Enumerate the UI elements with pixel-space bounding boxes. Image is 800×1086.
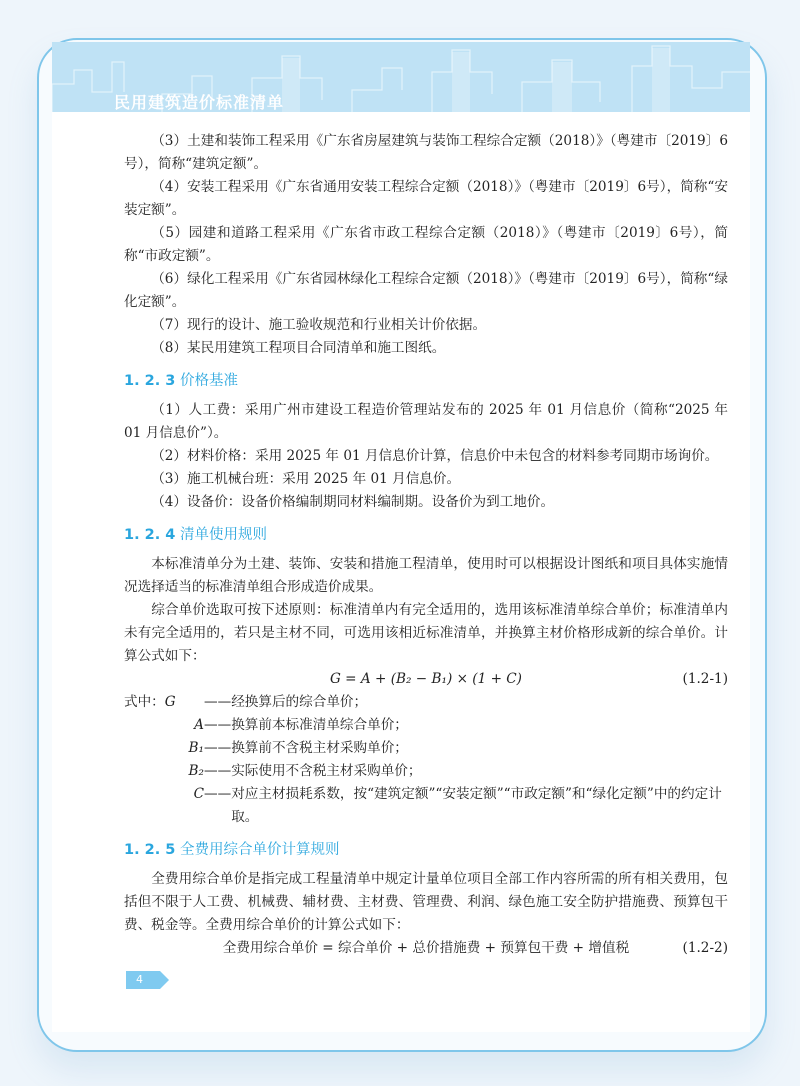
paragraph: 全费用综合单价是指完成工程量清单中规定计量单位项目全部工作内容所需的所有相关费用，包括但不限于人工费、机械费、辅材费、主材费、管理费、利润、绿色施工安全防护措施费、预算包干费、税金等。全费用综合单价的计算公式如下：	[124, 871, 728, 933]
definition-text: 换算前本标准清单综合单价；	[231, 717, 408, 733]
definition-text: 换算前不含税主材采购单价；	[231, 740, 408, 756]
definition-row	[124, 714, 728, 737]
section-heading-1-2-3	[124, 371, 728, 391]
definition-dash: ——	[204, 740, 232, 756]
formula-1-2-2	[124, 937, 728, 960]
list-item: （4）设备价：设备价格编制期同材料编制期。设备价为到工地价。	[151, 494, 555, 510]
definition-row	[124, 760, 728, 783]
definition-lead-text: 式中：	[124, 694, 165, 710]
definition-symbol: A	[194, 717, 204, 733]
section-title: 价格基准	[180, 373, 238, 389]
definition-text: 实际使用不含税主材采购单价；	[231, 763, 422, 779]
list-item: （5）园建和道路工程采用《广东省市政工程综合定额（2018）》（粤建市〔2019〕6号），简称“市政定额”。	[124, 225, 728, 264]
definition-dash: ——	[204, 717, 232, 733]
section-number: 1. 2. 4	[124, 527, 176, 543]
header-title: 民用建筑造价标准清单	[114, 93, 285, 112]
definition-text: 对应主材损耗系数，按“建筑定额”“安装定额”“市政定额”和“绿化定额”中的约定计取。	[231, 786, 722, 825]
document-page	[52, 42, 750, 1032]
page-number-tab	[126, 971, 160, 989]
definition-dash: ——	[204, 786, 232, 802]
list-item: （8）某民用建筑工程项目合同清单和施工图纸。	[151, 340, 446, 356]
section-number: 1. 2. 3	[124, 373, 176, 389]
definition-symbol: G	[164, 694, 176, 710]
formula-expression: 全费用综合单价 = 综合单价 + 总价措施费 + 预算包干费 + 增值税	[222, 940, 630, 956]
list-item: （4）安装工程采用《广东省通用安装工程综合定额（2018）》（粤建市〔2019〕6号），简称“安装定额”。	[124, 179, 728, 218]
list-item: （3）土建和装饰工程采用《广东省房屋建筑与装饰工程综合定额（2018）》（粤建市〔2019〕6号），简称“建筑定额”。	[124, 133, 728, 172]
section-title: 全费用综合单价计算规则	[180, 842, 340, 858]
page-content	[124, 130, 728, 960]
definition-dash: ——	[204, 694, 232, 710]
definition-dash: ——	[204, 763, 232, 779]
definition-symbol: C	[193, 786, 204, 802]
list-item: （3）施工机械台班：采用 2025 年 01 月信息价。	[151, 471, 461, 487]
section-heading-1-2-5	[124, 840, 728, 860]
equation-number: (1.2-2)	[682, 940, 728, 956]
section-number: 1. 2. 5	[124, 842, 176, 858]
section-heading-1-2-4	[124, 525, 728, 545]
definition-row	[124, 783, 728, 829]
page-number: 4	[136, 973, 143, 986]
definition-symbol: B₁	[188, 740, 204, 756]
formula-definitions	[124, 691, 728, 829]
definition-symbol: B₂	[188, 763, 204, 779]
section-title: 清单使用规则	[180, 527, 267, 543]
equation-number: (1.2-1)	[682, 671, 728, 687]
header-banner	[52, 42, 750, 112]
items-price-basis	[124, 399, 728, 514]
items-top	[124, 130, 728, 360]
formula-expression: G = A + (B₂ − B₁) × (1 + C)	[330, 671, 522, 687]
list-item: （2）材料价格：采用 2025 年 01 月信息价计算，信息价中未包含的材料参考同期市场询价。	[151, 448, 719, 464]
paragraph: 综合单价选取可按下述原则：标准清单内有完全适用的，选用该标准清单综合单价；标准清单内未有完全适用的，若只是主材不同，可选用该相近标准清单，并换算主材价格形成新的综合单价。计算公式如下：	[124, 602, 728, 664]
list-item: （6）绿化工程采用《广东省园林绿化工程综合定额（2018）》（粤建市〔2019〕6号），简称“绿化定额”。	[124, 271, 728, 310]
definition-lead	[124, 691, 204, 714]
paragraph: 本标准清单分为土建、装饰、安装和措施工程清单，使用时可以根据设计图纸和项目具体实施情况选择适当的标准清单组合形成造价成果。	[124, 556, 728, 595]
list-item: （1）人工费：采用广州市建设工程造价管理站发布的 2025 年 01 月信息价（简称“2025 年 01 月信息价”）。	[124, 402, 728, 441]
formula-1-2-1	[124, 668, 728, 691]
definition-row	[124, 691, 728, 714]
list-item: （7）现行的设计、施工验收规范和行业相关计价依据。	[151, 317, 487, 333]
definition-text: 经换算后的综合单价；	[231, 694, 368, 710]
definition-row	[124, 737, 728, 760]
